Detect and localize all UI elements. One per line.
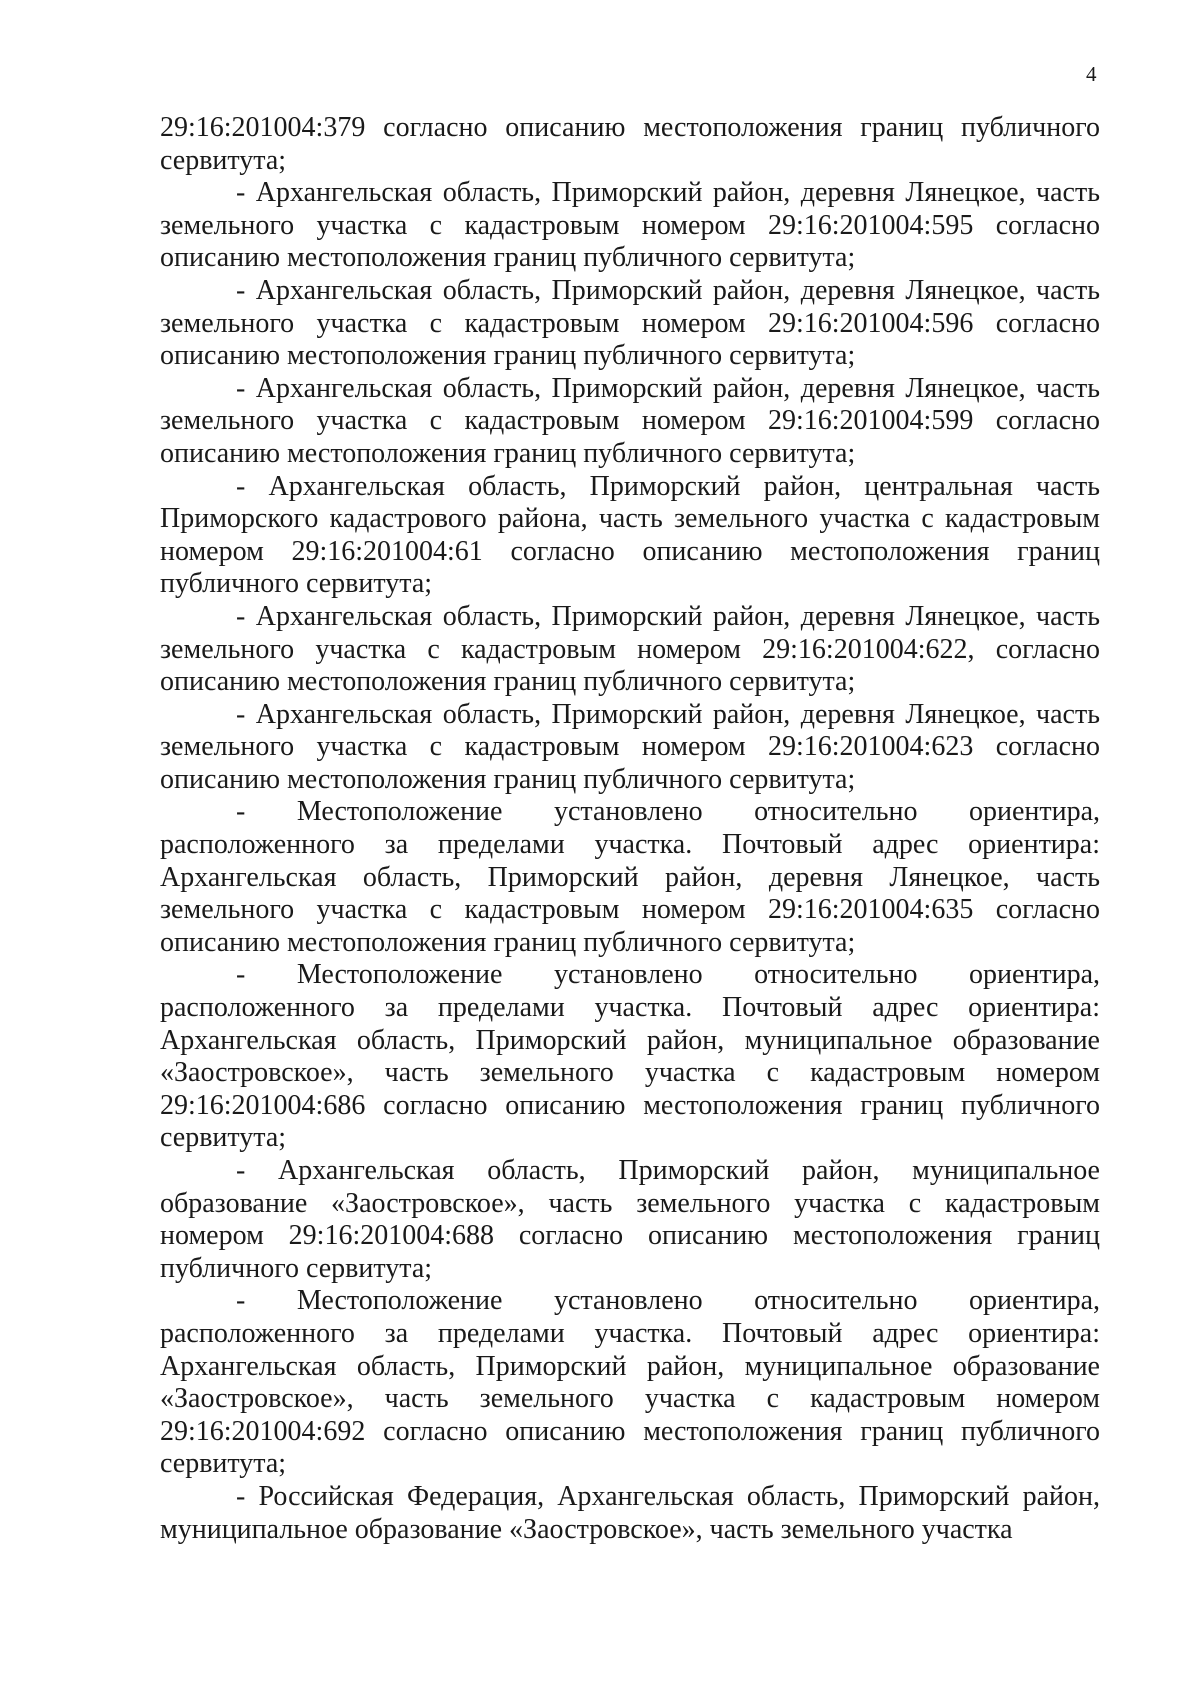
paragraph: - Архангельская область, Приморский район, муниципальное образование «Заостровское», часть земельного участка с кадастровым номером 29:16:201004:688 согласно описанию местоположения границ публичного сервитута;: [160, 1155, 1100, 1284]
paragraph: 29:16:201004:379 согласно описанию местоположения границ публичного сервитута;: [160, 112, 1100, 176]
paragraph: - Архангельская область, Приморский район, деревня Лянецкое, часть земельного участка с кадастровым номером 29:16:201004:596 согласно описанию местоположения границ публичного сервитута;: [160, 274, 1100, 372]
paragraph: - Местоположение установлено относительно ориентира, расположенного за пределами участка. Почтовый адрес ориентира: Архангельская область, Приморский район, деревня Лянецкое, часть земельного участка с кадастровым номером 29:16:201004:635 согласно описанию местоположения границ публичного сервитута;: [160, 796, 1100, 958]
paragraph: - Архангельская область, Приморский район, деревня Лянецкое, часть земельного участка с кадастровым номером 29:16:201004:599 согласно описанию местоположения границ публичного сервитута;: [160, 372, 1100, 469]
paragraph: - Архангельская область, Приморский район, деревня Лянецкое, часть земельного участка с кадастровым номером 29:16:201004:595 согласно описанию местоположения границ публичного сервитута;: [160, 177, 1100, 274]
paragraph: - Местоположение установлено относительно ориентира, расположенного за пределами участка. Почтовый адрес ориентира: Архангельская область, Приморский район, муниципальное образование «Заостровское», часть земельного участка с кадастровым номером 29:16:201004:686 согласно описанию местоположения границ публичного сервитута;: [160, 959, 1100, 1154]
paragraph: - Российская Федерация, Архангельская область, Приморский район, муниципальное образование «Заостровское», часть земельного участка: [160, 1480, 1100, 1545]
paragraph: - Архангельская область, Приморский район, деревня Лянецкое, часть земельного участка с кадастровым номером 29:16:201004:623 согласно описанию местоположения границ публичного сервитута;: [160, 698, 1100, 795]
document-body: [160, 112, 1100, 1546]
paragraph: - Архангельская область, Приморский район, центральная часть Приморского кадастрового района, часть земельного участка с кадастровым номером 29:16:201004:61 согласно описанию местоположения границ публичного сервитута;: [160, 470, 1100, 600]
page-number: 4: [1086, 62, 1097, 86]
paragraph: - Архангельская область, Приморский район, деревня Лянецкое, часть земельного участка с кадастровым номером 29:16:201004:622, согласно описанию местоположения границ публичного сервитута;: [160, 600, 1100, 698]
paragraph: - Местоположение установлено относительно ориентира, расположенного за пределами участка. Почтовый адрес ориентира: Архангельская область, Приморский район, муниципальное образование «Заостровское», часть земельного участка с кадастровым номером 29:16:201004:692 согласно описанию местоположения границ публичного сервитута;: [160, 1285, 1100, 1480]
